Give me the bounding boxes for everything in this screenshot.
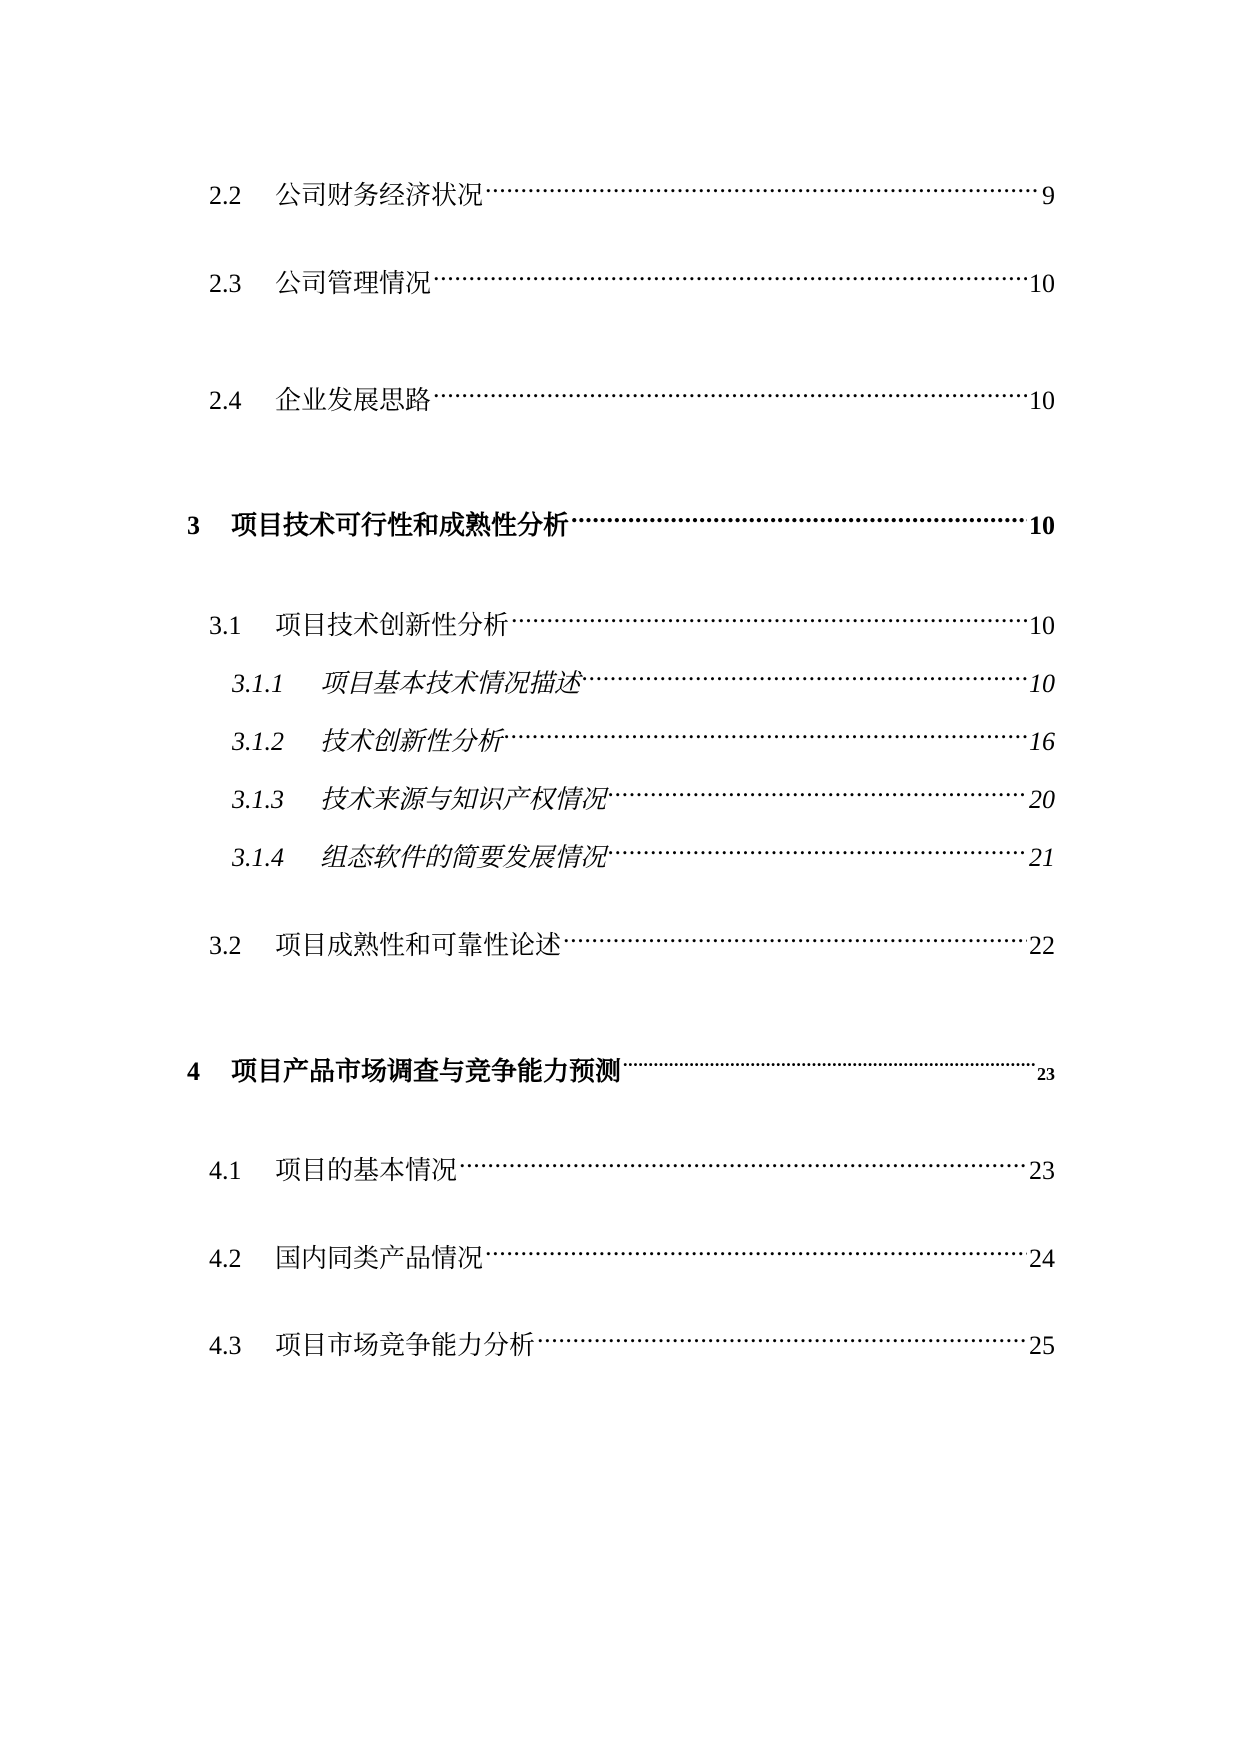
- toc-entry-number: 3: [187, 511, 200, 540]
- toc-entry-page: 24: [1029, 1244, 1055, 1273]
- toc-entry-title: 技术来源与知识产权情况: [320, 785, 607, 814]
- toc-entry-number: 2.3: [209, 269, 242, 298]
- toc-entry-number: 3.1.2: [232, 727, 284, 756]
- toc-entry-number: 3.1.4: [232, 843, 284, 872]
- toc-entry-4-1[interactable]: [209, 1139, 1055, 1185]
- toc-entry-title: 公司管理情况: [275, 269, 432, 298]
- toc-entry-page: 23: [1029, 1156, 1055, 1185]
- dot-leader: [608, 768, 1027, 808]
- toc-entry-2-4[interactable]: [209, 369, 1055, 415]
- dot-leader: [537, 1314, 1027, 1354]
- toc-entry-4-3[interactable]: [209, 1314, 1055, 1360]
- toc-entry-number: 4.1: [209, 1156, 242, 1185]
- toc-entry-title: 国内同类产品情况: [275, 1244, 484, 1273]
- toc-entry-title: 项目市场竞争能力分析: [275, 1331, 536, 1360]
- toc-entry-3-2[interactable]: [209, 914, 1055, 960]
- toc-entry-page: 9: [1042, 181, 1055, 210]
- toc-entry-3-1-2[interactable]: [232, 710, 1055, 756]
- dot-leader: [485, 1227, 1027, 1267]
- dot-leader: [459, 1139, 1027, 1179]
- dot-leader: [582, 652, 1027, 692]
- toc-entry-4[interactable]: [187, 1040, 1055, 1086]
- dot-leader: [563, 914, 1027, 954]
- dot-leader: [433, 252, 1027, 292]
- dot-leader: [608, 826, 1027, 866]
- toc-entry-number: 3.1.1: [232, 669, 284, 698]
- toc-entry-page: 10: [1029, 269, 1055, 298]
- toc-entry-title: 项目的基本情况: [275, 1156, 458, 1185]
- toc-entry-title: 项目技术创新性分析: [275, 611, 510, 640]
- toc-entry-page: 10: [1029, 386, 1055, 415]
- dot-leader: [433, 369, 1027, 409]
- toc-entry-number: 4.2: [209, 1244, 242, 1273]
- toc-entry-number: 3.1: [209, 611, 242, 640]
- toc-entry-page: 10: [1029, 511, 1055, 540]
- toc-entry-title: 项目基本技术情况描述: [320, 669, 581, 698]
- toc-entry-page: 10: [1029, 669, 1055, 698]
- toc-entry-number: 2.2: [209, 181, 242, 210]
- toc-entry-number: 3.1.3: [232, 785, 284, 814]
- toc-entry-number: 4: [187, 1057, 200, 1086]
- dot-leader: [623, 1040, 1035, 1080]
- dot-leader: [504, 710, 1027, 750]
- toc-entry-page: 25: [1029, 1331, 1055, 1360]
- toc-entry-page: 22: [1029, 931, 1055, 960]
- toc-entry-page: 20: [1029, 785, 1055, 814]
- toc-entry-3-1[interactable]: [209, 594, 1055, 640]
- dot-leader: [511, 594, 1027, 634]
- toc-entry-title: 项目成熟性和可靠性论述: [275, 931, 562, 960]
- toc-entry-3-1-3[interactable]: [232, 768, 1055, 814]
- toc-entry-number: 4.3: [209, 1331, 242, 1360]
- dot-leader: [571, 494, 1027, 534]
- toc-entry-title: 项目技术可行性和成熟性分析: [231, 511, 570, 540]
- toc-entry-page: 23: [1037, 1064, 1055, 1084]
- toc-entry-title: 项目产品市场调查与竞争能力预测: [231, 1057, 622, 1086]
- toc-entry-3[interactable]: [187, 494, 1055, 540]
- toc-entry-number: 3.2: [209, 931, 242, 960]
- toc-entry-page: 10: [1029, 611, 1055, 640]
- toc-entry-2-2[interactable]: [209, 164, 1055, 210]
- toc-entry-number: 2.4: [209, 386, 242, 415]
- toc-entry-2-3[interactable]: [209, 252, 1055, 298]
- toc-entry-page: 16: [1029, 727, 1055, 756]
- toc-entry-4-2[interactable]: [209, 1227, 1055, 1273]
- toc-entry-page: 21: [1029, 843, 1055, 872]
- toc-entry-title: 组态软件的简要发展情况: [320, 843, 607, 872]
- toc-entry-title: 企业发展思路: [275, 386, 432, 415]
- toc-entry-3-1-4[interactable]: [232, 826, 1055, 872]
- toc-entry-title: 技术创新性分析: [320, 727, 503, 756]
- toc-entry-title: 公司财务经济状况: [275, 181, 484, 210]
- toc-entry-3-1-1[interactable]: [232, 652, 1055, 698]
- dot-leader: [485, 164, 1040, 204]
